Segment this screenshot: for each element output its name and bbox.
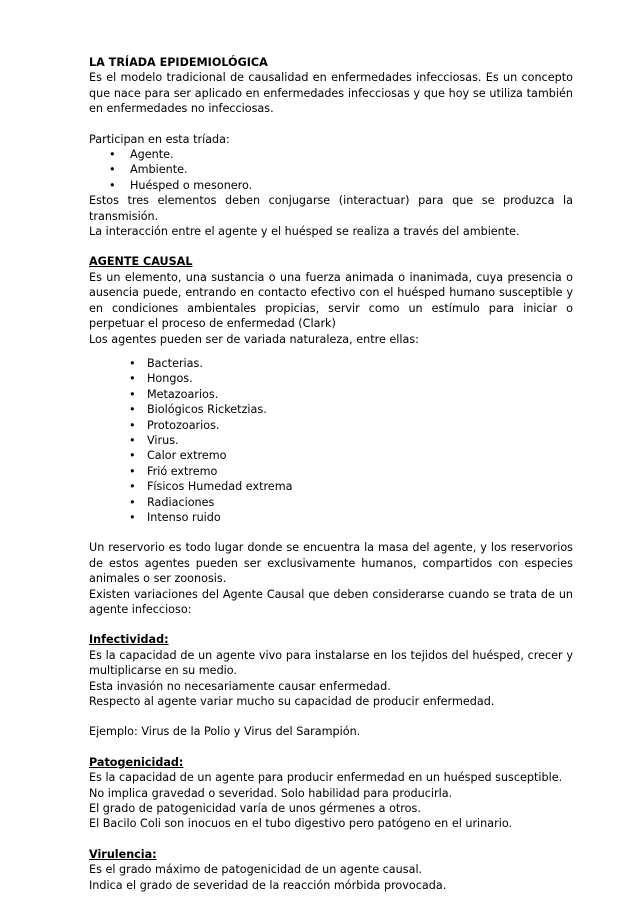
agent-type-list-item: • Intenso ruido [89,510,573,525]
patogenicidad-line-3: El grado de patogenicidad varía de unos gérmenes a otros. [89,802,421,816]
patogenicidad-title: Patogenicidad: [89,755,184,769]
agent-type-list-item: • Virus. [89,433,573,448]
reservorio-text: Un reservorio es todo lugar donde se encuentra la masa del agente, y los reservorios de estos agentes pueden ser exclusivamente humanos, compartidos con especies animales o ser zoonosis. [89,541,573,586]
agent-type-list-item: • Hongos. [89,371,573,386]
infectividad-line-3: Respecto al agente variar mucho su capacidad de producir enfermedad. [89,695,495,709]
agente-types-intro: Los agentes pueden ser de variada naturaleza, entre ellas: [89,332,419,346]
infectividad-line-1: Es la capacidad de un agente vivo para instalarse en los tejidos del huésped, crecer y multiplicarse en su medio. [89,648,573,678]
agent-type-list-item: • Biológicos Ricketzias. [89,402,573,417]
agent-type-list-item: • Protozoarios. [89,418,573,433]
virulencia-line-2: Indica el grado de severidad de la reacción mórbida provocada. [89,878,447,892]
variaciones-text: Existen variaciones del Agente Causal que deben considerarse cuando se trata de un agente infeccioso: [89,587,573,616]
document-page [89,55,573,893]
agent-type-list-item: • Frió extremo [89,464,573,479]
agent-type-list-item: • Bacterias. [89,356,573,371]
interaction-text-1: Estos tres elementos deben conjugarse (interactuar) para que se produzca la transmisión. [89,194,573,223]
participants-intro: Participan en esta tríada: [89,132,230,146]
virulencia-line-1: Es el grado máximo de patogenicidad de un agente causal. [89,863,423,877]
participant-list-item: • Agente. [89,147,573,162]
participant-list-item: • Ambiente. [89,162,573,177]
patogenicidad-line-2: No implica gravedad o severidad. Solo habilidad para producirla. [89,786,453,800]
agent-types-list [89,356,573,525]
infectividad-example: Ejemplo: Virus de la Polio y Virus del Sarampión. [89,725,361,739]
interaction-text-2: La interacción entre el agente y el huésped se realiza a través del ambiente. [89,225,520,239]
agente-definition: Es un elemento, una sustancia o una fuerza animada o inanimada, cuya presencia o ausencia puede, entrando en contacto efectivo con el huésped humano susceptible y en condiciones ambientales propicias, servir como un estímulo para iniciar o perpetuar el proceso de enfermedad (Clark) [89,270,573,331]
infectividad-title: Infectividad: [89,633,169,647]
agent-type-list-item: • Radiaciones [89,495,573,510]
patogenicidad-line-4: El Bacilo Coli son inocuos en el tubo digestivo pero patógeno en el urinario. [89,817,513,831]
agent-type-list-item: • Metazoarios. [89,387,573,402]
triada-intro: Es el modelo tradicional de causalidad en enfermedades infecciosas. Es un concepto que nace para ser aplicado en enfermedades infecciosas y que hoy se utiliza también en enfermedades no infecciosas. [89,71,573,116]
participants-list [89,147,573,193]
agent-type-list-item: • Físicos Humedad extrema [89,479,573,494]
agent-type-list-item: • Calor extremo [89,448,573,463]
virulencia-title: Virulencia: [89,847,157,861]
infectividad-line-2: Esta invasión no necesariamente causar enfermedad. [89,679,391,693]
participant-list-item: • Huésped o mesonero. [89,178,573,193]
triada-title: LA TRÍADA EPIDEMIOLÓGICA [89,56,268,69]
agente-title: AGENTE CAUSAL [89,255,193,269]
patogenicidad-line-1: Es la capacidad de un agente para producir enfermedad en un huésped susceptible. [89,771,563,785]
